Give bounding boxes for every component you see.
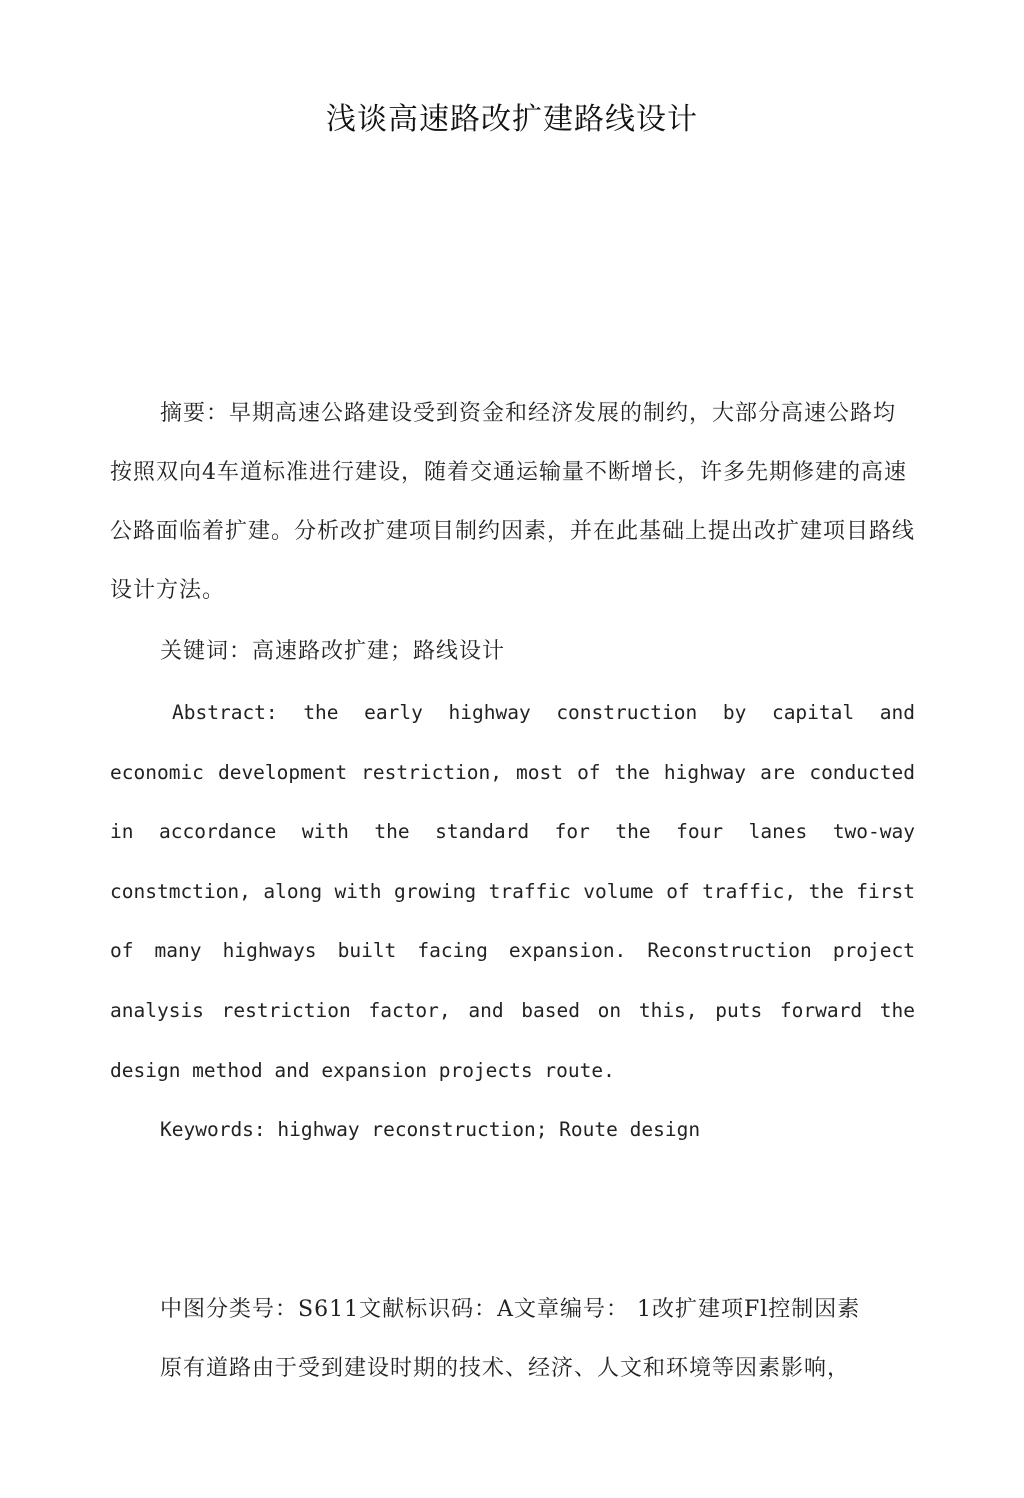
- abstract-cn-label: 摘要：: [160, 401, 230, 426]
- abstract-en: [110, 683, 915, 1100]
- keywords-cn-text: 高速路改扩建；路线设计: [252, 639, 506, 664]
- document-title: 浅谈高速路改扩建路线设计: [326, 102, 698, 137]
- body-paragraph-text: 原有道路由于受到建设时期的技术、经济、人文和环境等因素影响，: [160, 1356, 851, 1381]
- keywords-en-label: Keywords:: [160, 1118, 266, 1141]
- keywords-en-text: highway reconstruction; Route design: [277, 1118, 701, 1141]
- keywords-cn: [110, 622, 915, 681]
- keywords-en: [110, 1100, 915, 1159]
- body-paragraph: [110, 1339, 915, 1398]
- abstract-cn-text: 早期高速公路建设受到资金和经济发展的制约，大部分高速公路均按照双向4车道标准进行建设，随着交通运输量不断增长，许多先期修建的高速公路面临着扩建。分析改扩建项目制约因素，并在此基础上提出改扩建项目路线设计方法。: [110, 401, 916, 603]
- classification-line: [110, 1280, 915, 1339]
- abstract-en-label: Abstract:: [172, 701, 278, 724]
- abstract-en-text: the early highway construction by capital and economic development restriction, most of the highway are conducted in accordance with the standard for the four lanes two-way constmction, along with growing traffic volume of traffic, the first of many highways built facing expansion. Reconstruction project analysis restriction factor, and based on this, puts forward the design method and expansion projects route.: [110, 701, 915, 1082]
- abstract-cn: [110, 384, 915, 620]
- keywords-cn-label: 关键词：: [160, 639, 253, 664]
- classification-text: 中图分类号：S611文献标识码：A文章编号： 1改扩建项Fl控制因素: [160, 1297, 861, 1322]
